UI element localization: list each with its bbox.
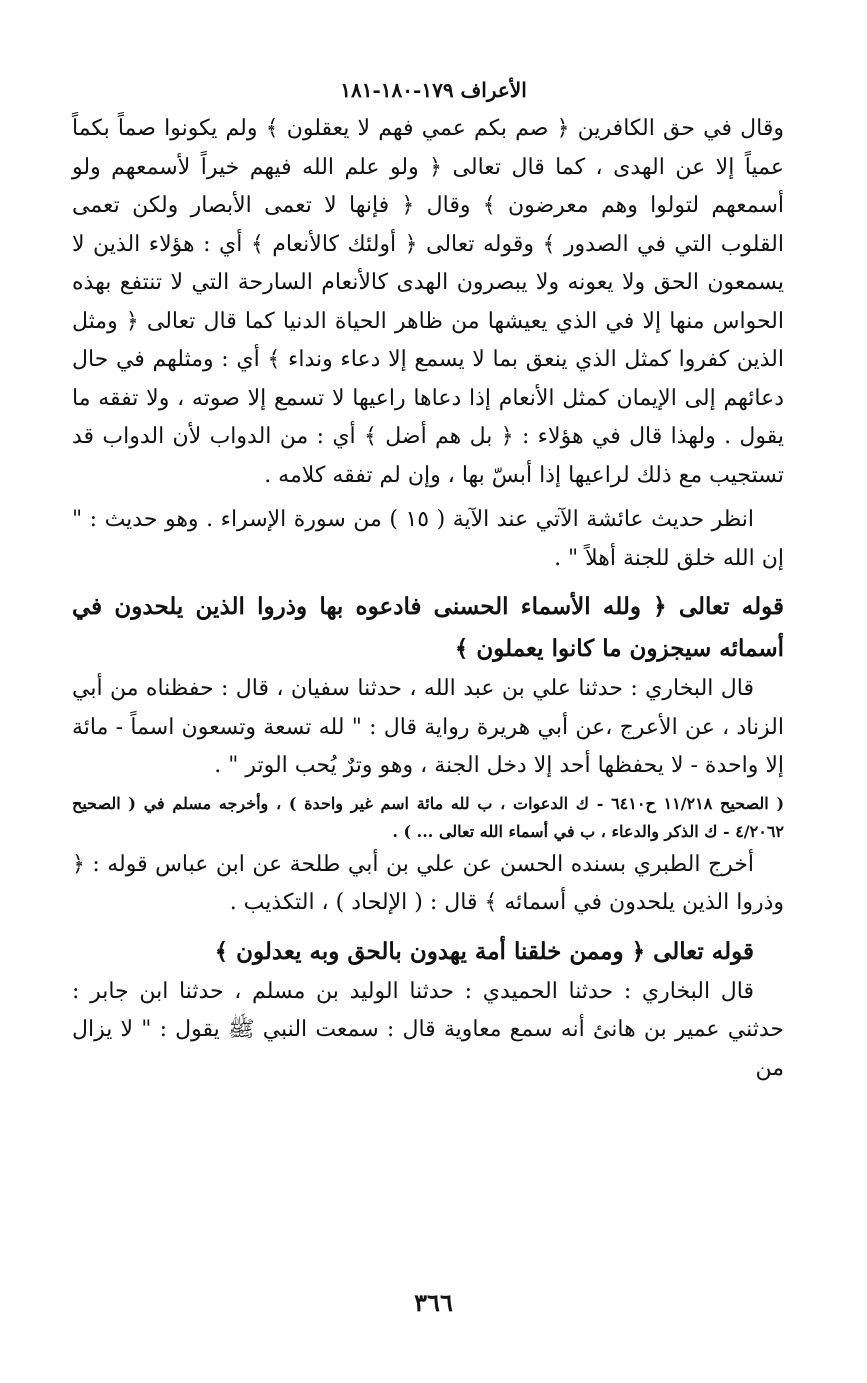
verse-heading-181: قوله تعالى ﴿ وممن خلقنا أمة يهدون بالحق وبه يعدلون ﴾ xyxy=(214,937,754,965)
commentary-paragraph: وقال في حق الكافرين ﴿ صم بكم عمي فهم لا يعقلون ﴾ ولم يكونوا صماً بكماً عمياً إلا عن الهدى ، كما قال تعالى ﴿ ولو علم الله فيهم خيراً لأسمعهم ولو أسمعهم لتولوا وهم معرضون ﴾ وقال ﴿ فإنها لا تعمى الأبصار ولكن تعمى القلوب التي في الصدور ﴾ وقوله تعالى ﴿ أولئك كالأنعام ﴾ أي : هؤلاء الذين لا يسمعون الحق ولا يعونه ولا يبصرون الهدى كالأنعام السارحة التي لا تنتفع بهذه الحواس منها إلا في الذي يعيشها من ظاهر الحياة الدنيا كما قال تعالى ﴿ ومثل الذين كفروا كمثل الذي ينعق بما لا يسمع إلا دعاء ونداء ﴾ أي : ومثلهم في حال دعائهم إلى الإيمان كمثل الأنعام إذا دعاها راعيها لا تسمع إلا صوته ، ولا تفقه ما يقول . ولهذا قال في هؤلاء : ﴿ بل هم أضل ﴾ أي : من الدواب لأن الدواب قد تستجيب مع ذلك لراعيها إذا أبسّ بها ، وإن لم تفقه كلامه . xyxy=(72,116,784,488)
running-header: الأعراف ١٧٩-١٨٠-١٨١ xyxy=(340,78,527,102)
hadith-paragraph-bukhari: قال البخاري : حدثنا علي بن عبد الله ، حدثنا سفيان ، قال : حفظناه من أبي الزناد ، عن الأعرج ،عن أبي هريرة رواية قال : " لله تسعة وتسعون اسماً - مائة إلا واحدة - لا يحفظها أحد إلا دخل الجنة ، وهو وترٌ يُحب الوتر " . xyxy=(72,676,784,778)
page-body xyxy=(72,110,784,1088)
source-citation: ( الصحيح ١١/٢١٨ ح٦٤١٠ - ك الدعوات ، ب لله مائة اسم غير واحدة ) ، وأخرجه مسلم في ( الصحيح ٤/٢٠٦٢ - ك الذكر والدعاء ، ب في أسماء الله تعالى ... ) . xyxy=(72,793,785,841)
verse-heading-180: قوله تعالى ﴿ ولله الأسماء الحسنى فادعوه بها وذروا الذين يلحدون في أسمائه سيجزون ما كانوا يعملون ﴾ xyxy=(72,593,784,662)
cross-reference-paragraph: انظر حديث عائشة الآتي عند الآية ( ١٥ ) من سورة الإسراء . وهو حديث : " إن الله خلق للجنة أهلاً " . xyxy=(72,507,784,571)
tabari-paragraph: أخرج الطبري بسنده الحسن عن علي بن أبي طلحة عن ابن عباس قوله : ﴿ وذروا الذين يلحدون في أسمائه ﴾ قال : ( الإلحاد ) ، التكذيب . xyxy=(72,851,784,915)
hadith-paragraph-humaydi: قال البخاري : حدثنا الحميدي : حدثنا الوليد بن مسلم ، حدثنا ابن جابر : حدثني عمير بن هانئ أنه سمع معاوية قال : سمعت النبي ﷺ يقول : " لا يزال من xyxy=(72,978,784,1081)
page-number: ٣٦٦ xyxy=(414,1288,453,1317)
